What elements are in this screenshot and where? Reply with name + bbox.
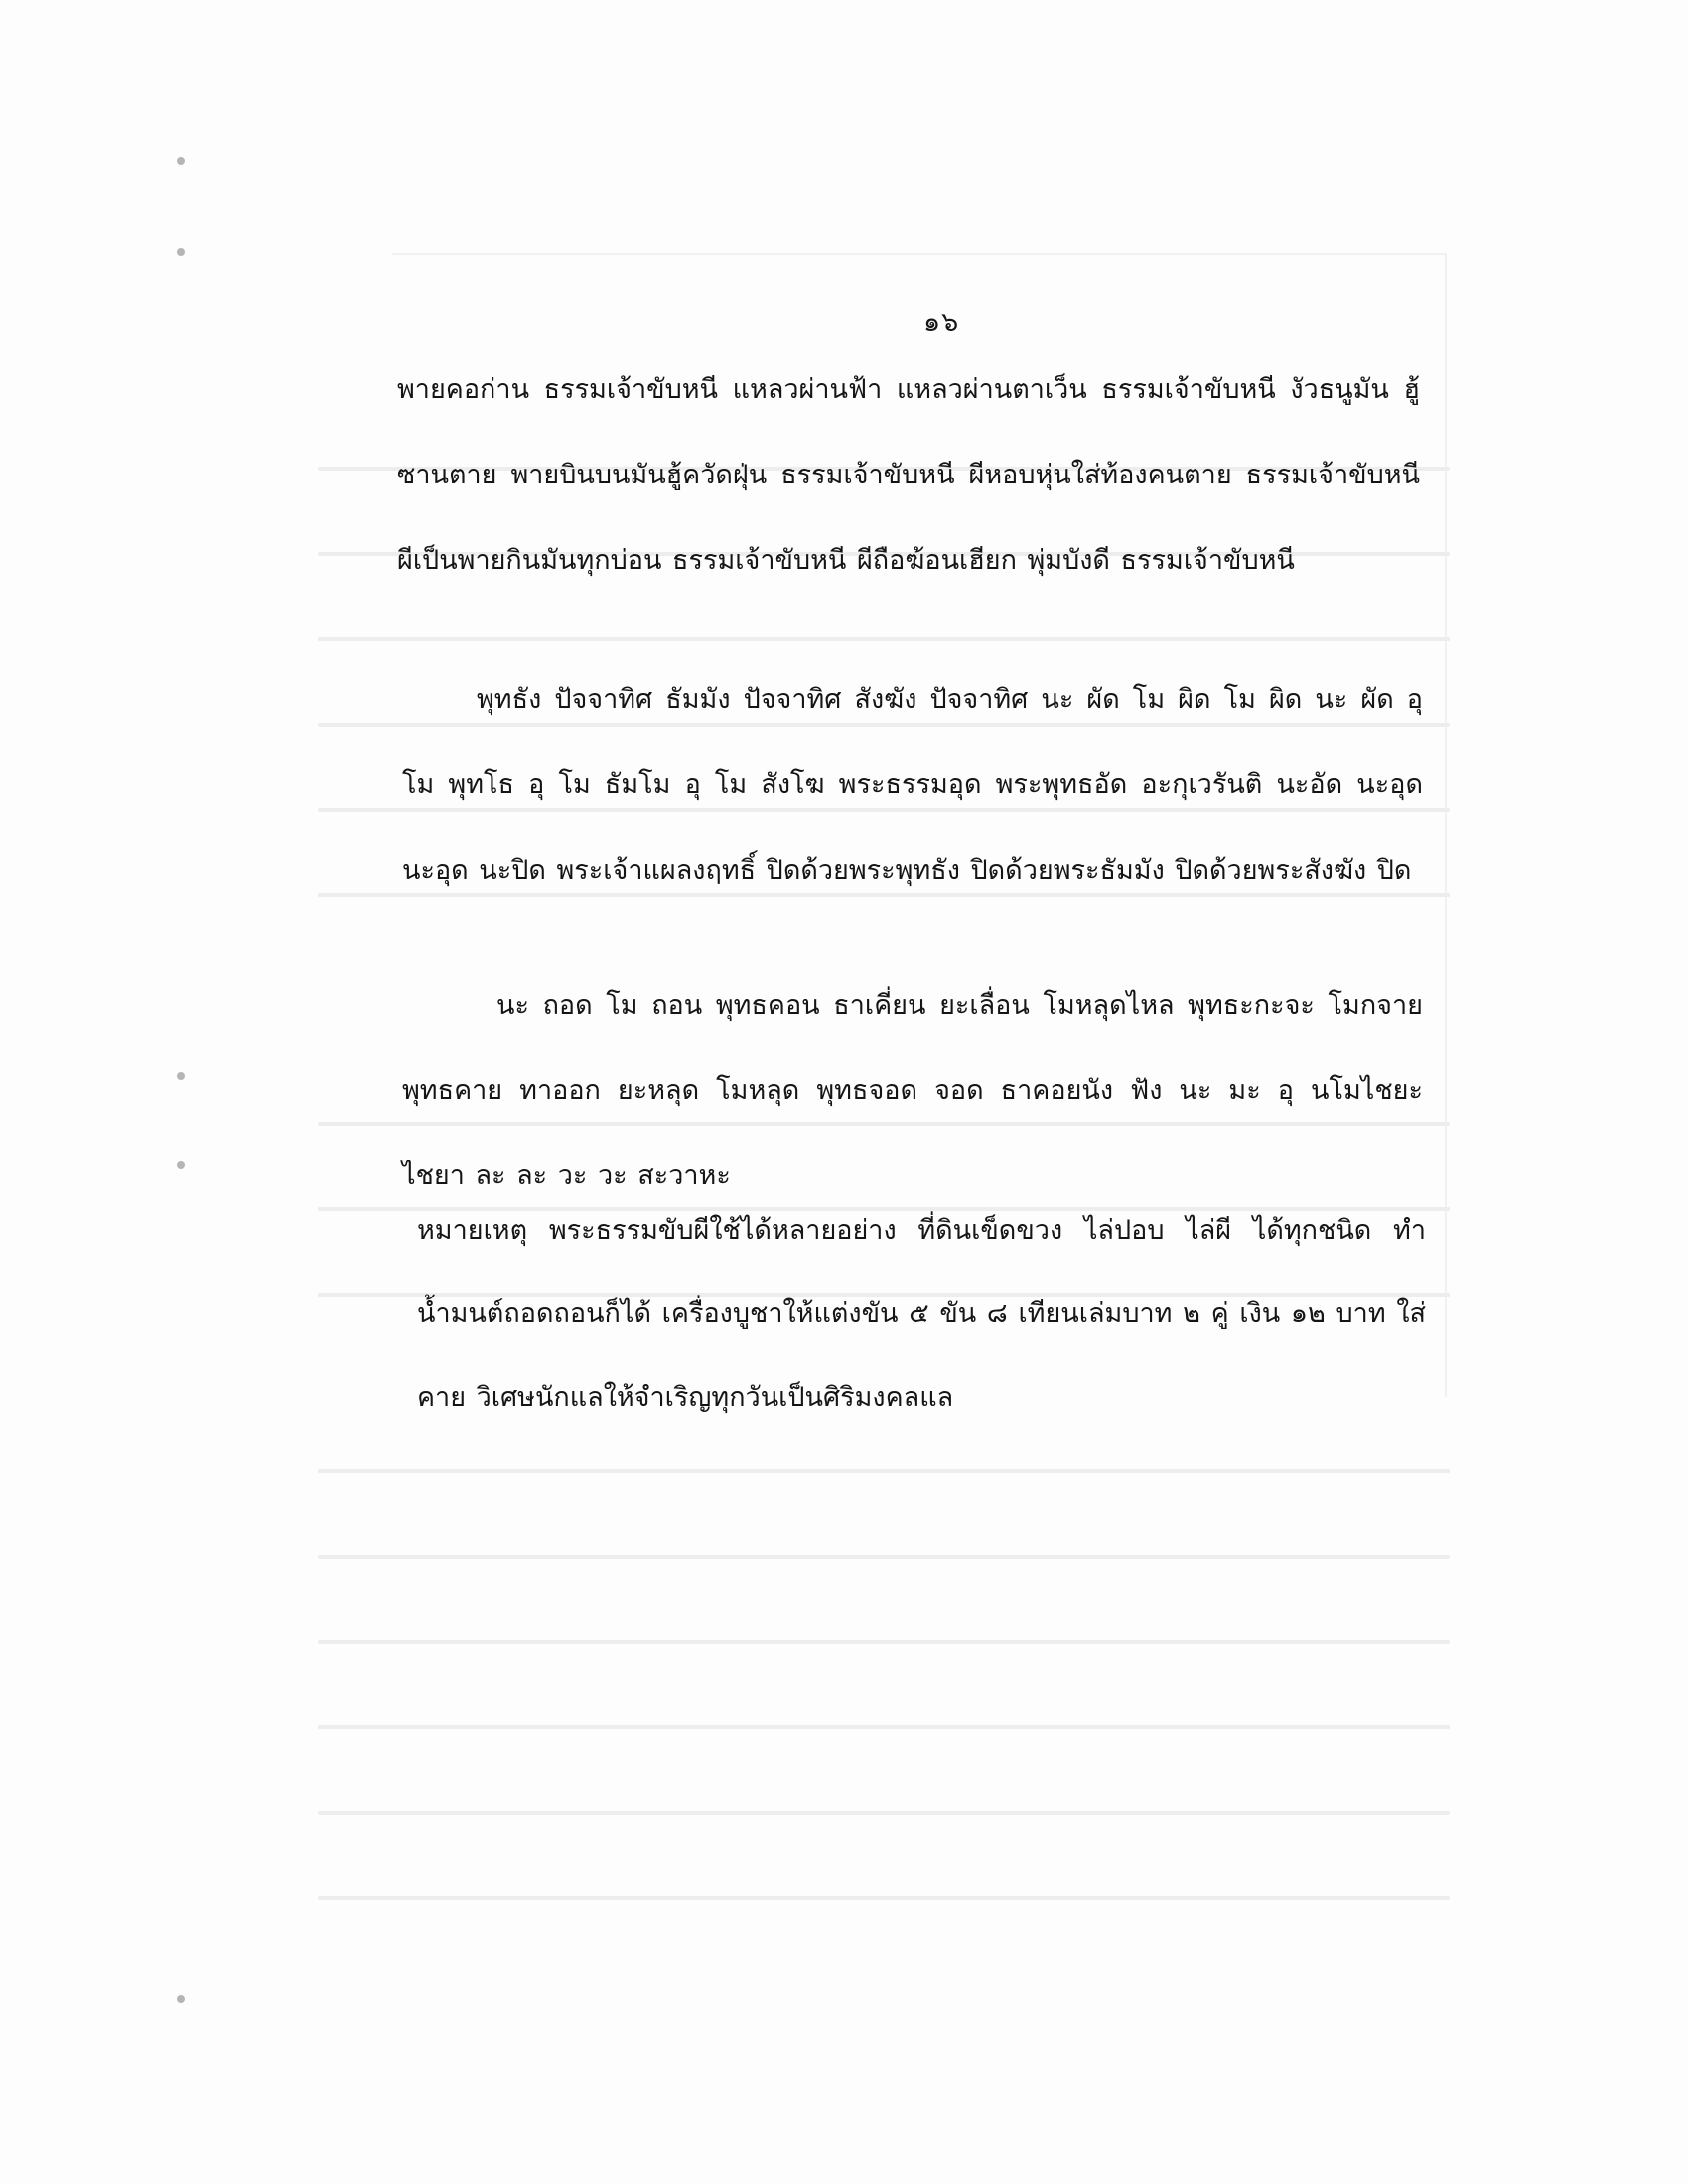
page-number: ๑๖	[923, 307, 960, 338]
bleed-through-line	[318, 1555, 1450, 1559]
bleed-through-line	[318, 1896, 1450, 1900]
bleed-through-line	[318, 1725, 1450, 1729]
binder-hole-mark	[177, 248, 185, 256]
binder-hole-mark	[177, 1161, 185, 1169]
binder-hole-mark	[177, 157, 185, 165]
paragraph: พายคอก่าน ธรรมเจ้าขับหนี แหลวผ่านฟ้า แหลวผ่านตาเว็น ธรรมเจ้าขับหนี งัวธนูมัน ฮู้ซานตาย พายบินบนมันฮู้ควัดฝุ่น ธรรมเจ้าขับหนี ผีหอบหุ่นใส่ท้องคนตาย ธรรมเจ้าขับหนี ผีเป็นพายกินมันทุกบ่อน ธรรมเจ้าขับหนี ผีถือฆ้อนเฮียก พุ่มบังดี ธรรมเจ้าขับหนี	[397, 374, 1420, 576]
bleed-through-line	[318, 1469, 1450, 1473]
bleed-through-line	[318, 1640, 1450, 1644]
binder-hole-mark	[177, 1995, 185, 2003]
bleed-through-line	[318, 637, 1450, 641]
paragraph: นะ ถอด โม ถอน พุทธคอน ธาเคี่ยน ยะเลื่อน โมหลุดไหล พุทธะกะจะ โมกจาย พุทธคาย ทาออก ยะหลุด โมหลุด พุทธจอด จอด ธาคอยนัง ฟัง นะ มะ อุ นโมไชยะ ไชยา ละ ละ วะ วะ สะวาหะ	[402, 990, 1423, 1191]
note-paragraph: หมายเหตุ พระธรรมขับผีใช้ได้หลายอย่าง ที่ดินเข็ดขวง ไล่ปอบ ไล่ผี ได้ทุกชนิด ทำน้ำมนต์ถอดถอนก็ได้ เครื่องบูชาให้แต่งขัน ๕ ขัน ๘ เทียนเล่มบาท ๒ คู่ เงิน ๑๒ บาท ใส่คาย วิเศษนักแลให้จำเริญทุกวันเป็นศิริมงคลแล	[417, 1215, 1426, 1413]
bleed-through-line	[318, 1811, 1450, 1815]
binder-hole-mark	[177, 1072, 185, 1080]
paragraph: พุทธัง ปัจจาทิศ ธัมมัง ปัจจาทิศ สังฆัง ปัจจาทิศ นะ ผัด โม ผิด โม ผิด นะ ผัด อุ โม พุทโธ อุ โม ธัมโม อุ โม สังโฆ พระธรรมอุด พระพุทธอัด อะกุเวรันติ นะอัด นะอุด นะอุด นะปิด พระเจ้าแผลงฤทธิ์ ปิดด้วยพระพุทธัง ปิดด้วยพระธัมมัง ปิดด้วยพระสังฆัง ปิด	[402, 684, 1423, 886]
